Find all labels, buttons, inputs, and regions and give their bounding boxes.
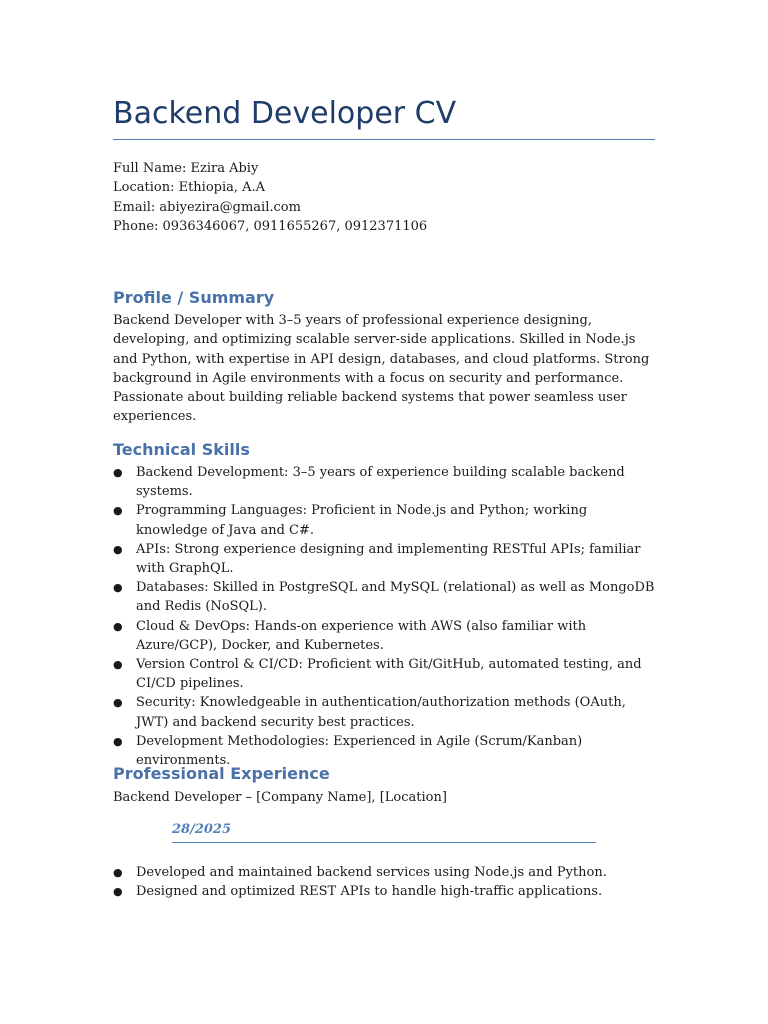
skills-list [113, 463, 658, 770]
job-title-line: Backend Developer – [Company Name], [Location] [113, 790, 447, 805]
bullet-icon: ● [113, 734, 123, 748]
bullet-icon: ● [113, 696, 123, 710]
contact-location: Location: Ethiopia, A.A [113, 180, 266, 196]
experience-item-text: Developed and maintained backend services using Node.js and Python. [136, 865, 607, 880]
skill-item-text: Security: Knowledgeable in authentication/authorization methods (OAuth, JWT) and backend security best practices. [136, 695, 626, 730]
skill-item-text: Programming Languages: Proficient in Node.js and Python; working knowledge of Java and C#. [136, 503, 588, 538]
skill-item-text: Cloud & DevOps: Hands-on experience with AWS (also familiar with Azure/GCP), Docker, and Kubernetes. [136, 618, 587, 653]
experience-item [113, 863, 658, 882]
skill-item [113, 617, 658, 655]
skill-item-text: Development Methodologies: Experienced in Agile (Scrum/Kanban) environments. [136, 733, 583, 769]
bullet-icon: ● [113, 466, 123, 479]
title-underline [113, 139, 655, 140]
skill-item-text: Backend Development: 3–5 years of experience building scalable backend systems. [136, 465, 625, 500]
date-underline [172, 842, 596, 843]
experience-list [113, 863, 658, 901]
experience-item-text: Designed and optimized REST APIs to handle high-traffic applications. [136, 884, 603, 900]
skill-item-text: Version Control & CI/CD: Proficient with Git/GitHub, automated testing, and CI/CD pipelines. [136, 657, 642, 692]
skill-item [113, 540, 658, 578]
profile-heading: Profile / Summary [113, 288, 275, 307]
skill-item [113, 578, 658, 616]
contact-email: Email: abiyezira@gmail.com [113, 199, 301, 215]
job-date: 28/2025 [172, 822, 232, 837]
contact-phone: Phone: 0936346067, 0911655267, 0912371106 [113, 218, 428, 234]
skill-item [113, 501, 658, 539]
bullet-icon: ● [113, 581, 123, 595]
bullet-icon: ● [113, 885, 123, 899]
bullet-icon: ● [113, 619, 123, 633]
skill-item-text: Databases: Skilled in PostgreSQL and MySQL (relational) as well as MongoDB and Redis (NoSQL). [136, 580, 655, 615]
skill-item [113, 693, 658, 731]
skill-item [113, 463, 658, 501]
document-title: Backend Developer CV [113, 96, 457, 131]
contact-full-name: Full Name: Ezira Abiy [113, 161, 259, 176]
skill-item [113, 655, 658, 693]
bullet-icon: ● [113, 866, 123, 879]
experience-heading: Professional Experience [113, 764, 330, 783]
profile-summary-text: Backend Developer with 3–5 years of professional experience designing, developing, and optimizing scalable server-side applications. Skilled in Node.js and Python, with expertise in API design, databases, and cloud platforms. Strong background in Agile environments with a focus on security and performance. Passionate about building reliable backend systems that power seamless user experiences. [113, 313, 650, 425]
bullet-icon: ● [113, 504, 123, 518]
skills-heading: Technical Skills [113, 440, 250, 459]
skill-item-text: APIs: Strong experience designing and implementing RESTful APIs; familiar with GraphQL. [136, 541, 641, 577]
bullet-icon: ● [113, 658, 123, 672]
experience-item [113, 882, 658, 901]
bullet-icon: ● [113, 542, 123, 556]
contact-block [113, 159, 427, 236]
